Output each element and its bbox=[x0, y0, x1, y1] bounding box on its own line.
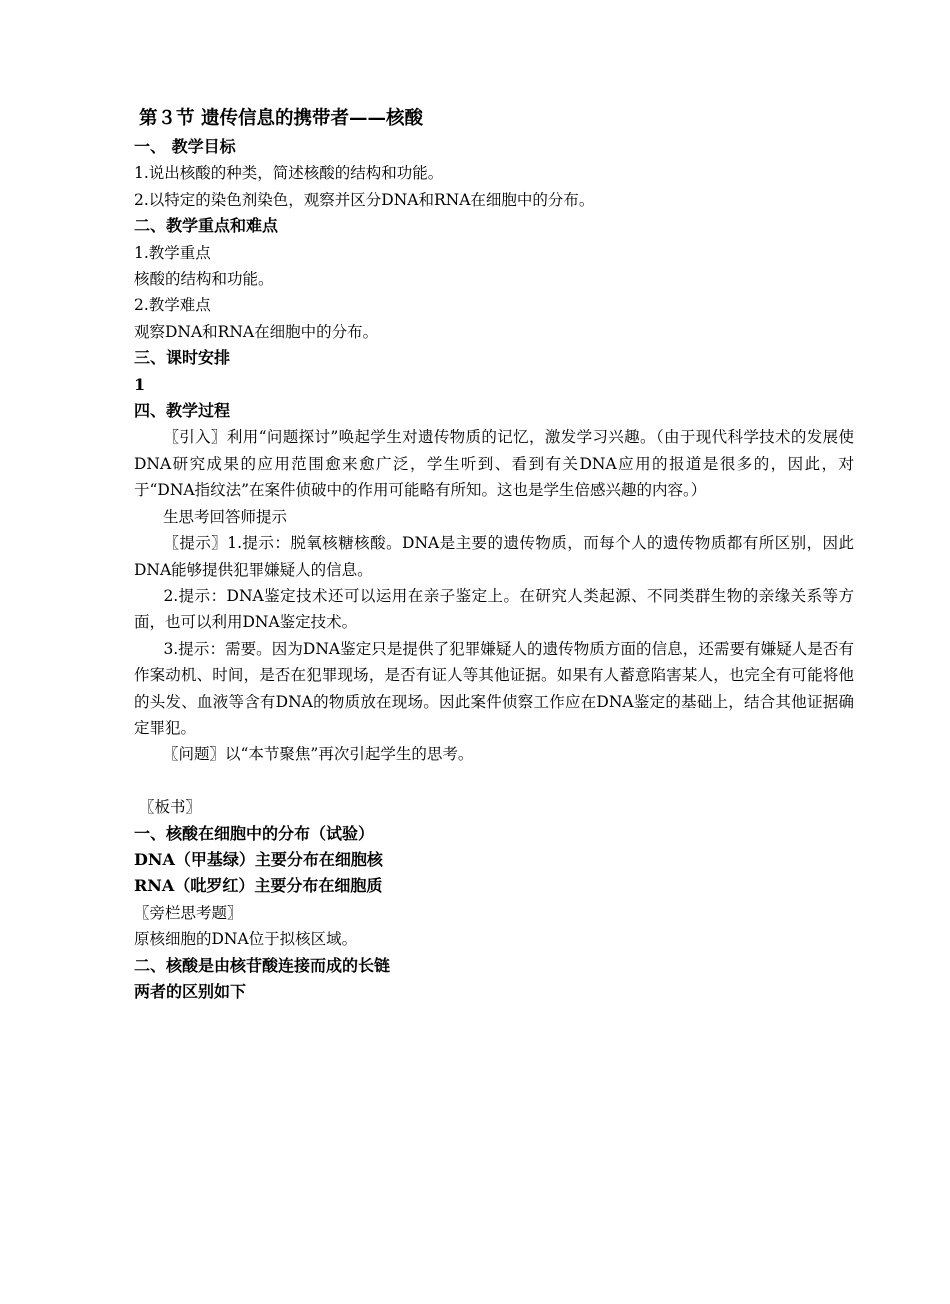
section-heading-key-points: 二、教学重点和难点 bbox=[134, 216, 279, 236]
board-heading-2: 二、核酸是由核苷酸连接而成的长链 bbox=[134, 955, 391, 975]
blank-line bbox=[134, 768, 854, 794]
section-heading-process: 四、教学过程 bbox=[134, 401, 231, 421]
question-line: 〖问题〗以“本节聚焦”再次引起学生的思考。 bbox=[163, 745, 474, 764]
board-dna-line: DNA（甲基绿）主要分布在细胞核 bbox=[134, 849, 383, 869]
section-heading-schedule: 三、课时安排 bbox=[134, 348, 231, 368]
think-line: 生思考回答师提示 bbox=[163, 507, 288, 526]
board-heading-1: 一、核酸在细胞中的分布（试验） bbox=[134, 823, 375, 843]
hint-paragraph-3: 3.提示：需要。因为DNA鉴定只是提供了犯罪嫌疑人的遗传物质方面的信息，还需要有嫌疑人是否有作案动机、时间，是否在犯罪现场，是否有证人等其他证据。如果有人蓄意陷害某人，也完全有可能将他的头发、血液等含有DNA的物质放在现场。因此案件侦察工作应在DNA鉴定的基础上，结合其他证据确定罪犯。 bbox=[134, 639, 854, 737]
section-heading-objectives: 一、 教学目标 bbox=[134, 137, 236, 156]
sidebar-answer: 原核细胞的DNA位于拟核区域。 bbox=[134, 930, 358, 949]
key-point-subheading: 1.教学重点 bbox=[134, 243, 211, 262]
hint-paragraph-2: 2.提示：DNA鉴定技术还可以运用在亲子鉴定上。在研究人类起源、不同类群生物的亲缘关系等方面，也可以利用DNA鉴定技术。 bbox=[134, 586, 854, 632]
objective-item-1: 1.说出核酸的种类，简述核酸的结构和功能。 bbox=[134, 164, 444, 183]
board-label: 〖板书〗 bbox=[139, 798, 202, 817]
schedule-value: 1 bbox=[134, 374, 146, 394]
objective-item-2: 2.以特定的染色剂染色，观察并区分DNA和RNA在细胞中的分布。 bbox=[134, 190, 595, 209]
hint-paragraph-1: 〖提示〗1.提示：脱氧核糖核酸。DNA是主要的遗传物质，而每个人的遗传物质都有所区别，因此DNA能够提供犯罪嫌疑人的信息。 bbox=[134, 534, 854, 579]
page-title: 第３节 遗传信息的携带者——核酸 bbox=[139, 108, 423, 129]
difficulty-subheading: 2.教学难点 bbox=[134, 296, 211, 315]
difference-line: 两者的区别如下 bbox=[134, 981, 247, 1001]
board-rna-line: RNA（吡罗红）主要分布在细胞质 bbox=[134, 876, 383, 896]
key-point-text: 核酸的结构和功能。 bbox=[134, 270, 274, 289]
document-body bbox=[134, 104, 854, 1005]
difficulty-text: 观察DNA和RNA在细胞中的分布。 bbox=[134, 322, 379, 341]
sidebar-question-label: 〖旁栏思考题〗 bbox=[134, 903, 243, 922]
intro-paragraph: 〖引入〗利用“问题探讨”唤起学生对遗传物质的记忆，激发学习兴趣。（由于现代科学技术的发展使DNA研究成果的应用范围愈来愈广泛，学生听到、看到有关DNA应用的报道是很多的，因此，对于“DNA指纹法”在案件侦破中的作用可能略有所知。这也是学生倍感兴趣的内容。） bbox=[134, 428, 854, 500]
